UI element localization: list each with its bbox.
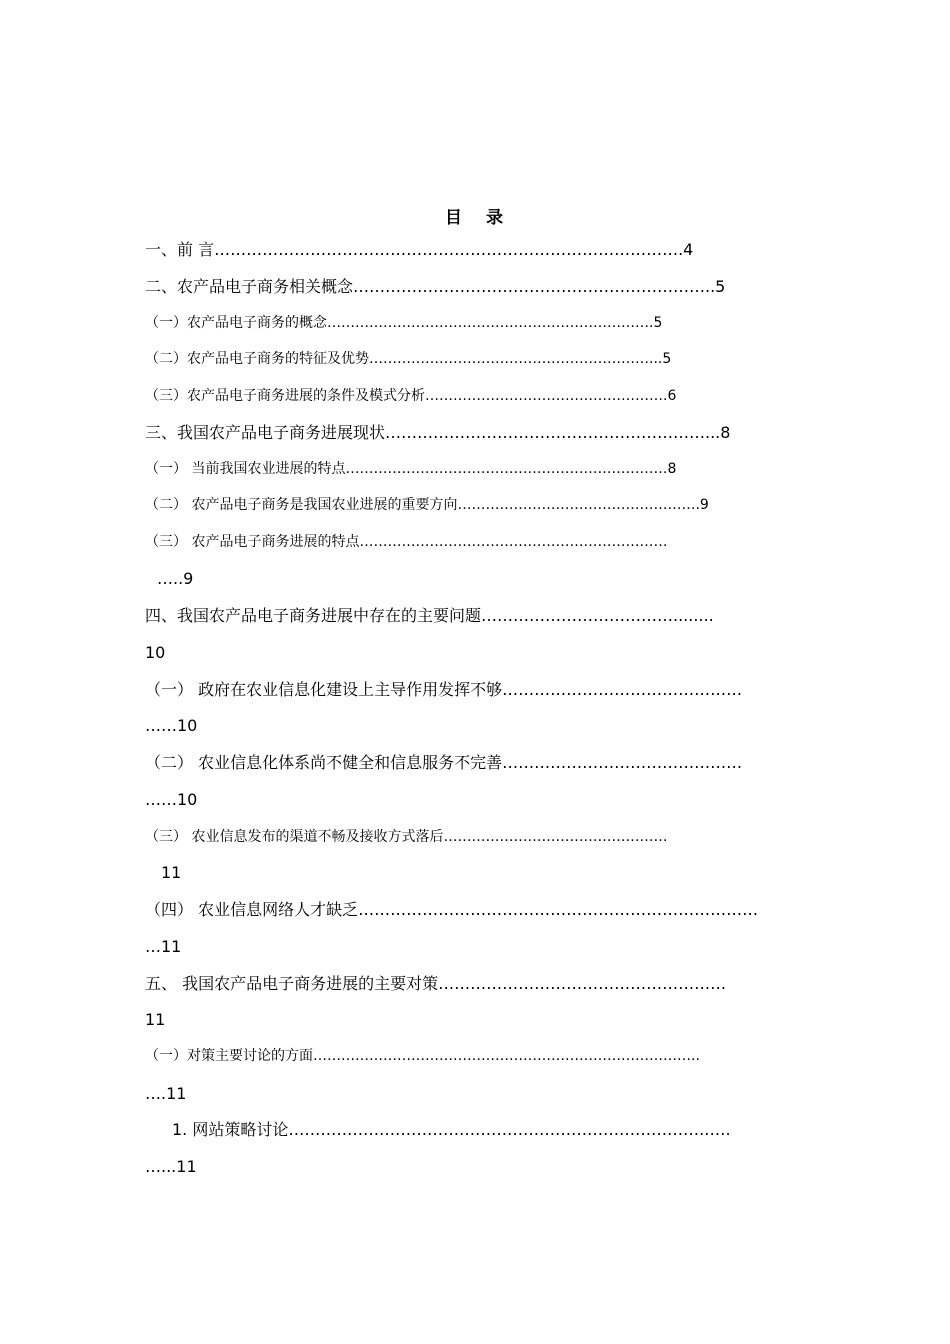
toc-entry[interactable]: （二） 农产品电子商务是我国农业进展的重要方向…………………………………………….9 xyxy=(145,497,709,513)
toc-entry[interactable]: （一）农产品电子商务的概念…………………………………………………………….5 xyxy=(145,315,663,331)
toc-entry[interactable]: 三、我国农产品电子商务进展现状……………………………………………………...8 xyxy=(145,423,731,442)
toc-entry[interactable]: （二） 农业信息化体系尚不健全和信息服务不完善……………………………………… xyxy=(145,753,743,772)
toc-entry[interactable]: （三） 农产品电子商务进展的特点………………………………………………………… xyxy=(145,534,668,550)
toc-entry[interactable]: （三）农产品电子商务进展的条件及模式分析…………………………………………….6 xyxy=(145,388,677,404)
toc-entry[interactable]: （一） 当前我国农业进展的特点……………………………………………………………8 xyxy=(145,461,677,477)
toc-entry-continuation: ……10 xyxy=(145,716,198,735)
toc-entry[interactable]: 1. 网站策略讨论…………………………………………………………………….…. xyxy=(172,1120,731,1139)
toc-entry[interactable]: 五、 我国农产品电子商务进展的主要对策……………………………………………… xyxy=(145,974,727,993)
toc-entry-continuation: 10 xyxy=(145,643,166,662)
toc-entry[interactable]: 二、农产品电子商务相关概念…………………………………………………………..5 xyxy=(145,277,726,296)
toc-entry[interactable]: （二）农产品电子商务的特征及优势……………………………………………………...5 xyxy=(145,351,672,367)
toc-entry-continuation: …..9 xyxy=(157,569,194,588)
toc-entry[interactable]: （四） 农业信息网络人才缺乏………………………………………………………………… xyxy=(145,900,759,919)
toc-entry[interactable]: 一、前 言…………………………………………………………………………….4 xyxy=(145,240,694,259)
toc-entry-continuation: …11 xyxy=(145,937,182,956)
toc-entry-continuation: ….11 xyxy=(145,1084,187,1103)
toc-entry[interactable]: 四、我国农产品电子商务进展中存在的主要问题………………………………........ xyxy=(145,606,714,625)
toc-title-right: 录 xyxy=(486,208,505,228)
toc-entry[interactable]: （一）对策主要讨论的方面……………………………………………………………………….. xyxy=(145,1048,700,1064)
toc-entry[interactable]: （一） 政府在农业信息化建设上主导作用发挥不够……………………………………… xyxy=(145,680,743,699)
toc-entry-continuation: 11 xyxy=(145,1010,166,1029)
toc-entry-continuation: ……10 xyxy=(145,790,198,809)
toc-title-left: 目 xyxy=(445,208,464,228)
toc-entry-continuation: 11 xyxy=(161,863,182,882)
toc-entry-continuation: …...11 xyxy=(145,1157,197,1176)
toc-title xyxy=(0,203,950,228)
toc-entry[interactable]: （三） 农业信息发布的渠道不畅及接收方式落后………………………………………… xyxy=(145,829,668,845)
